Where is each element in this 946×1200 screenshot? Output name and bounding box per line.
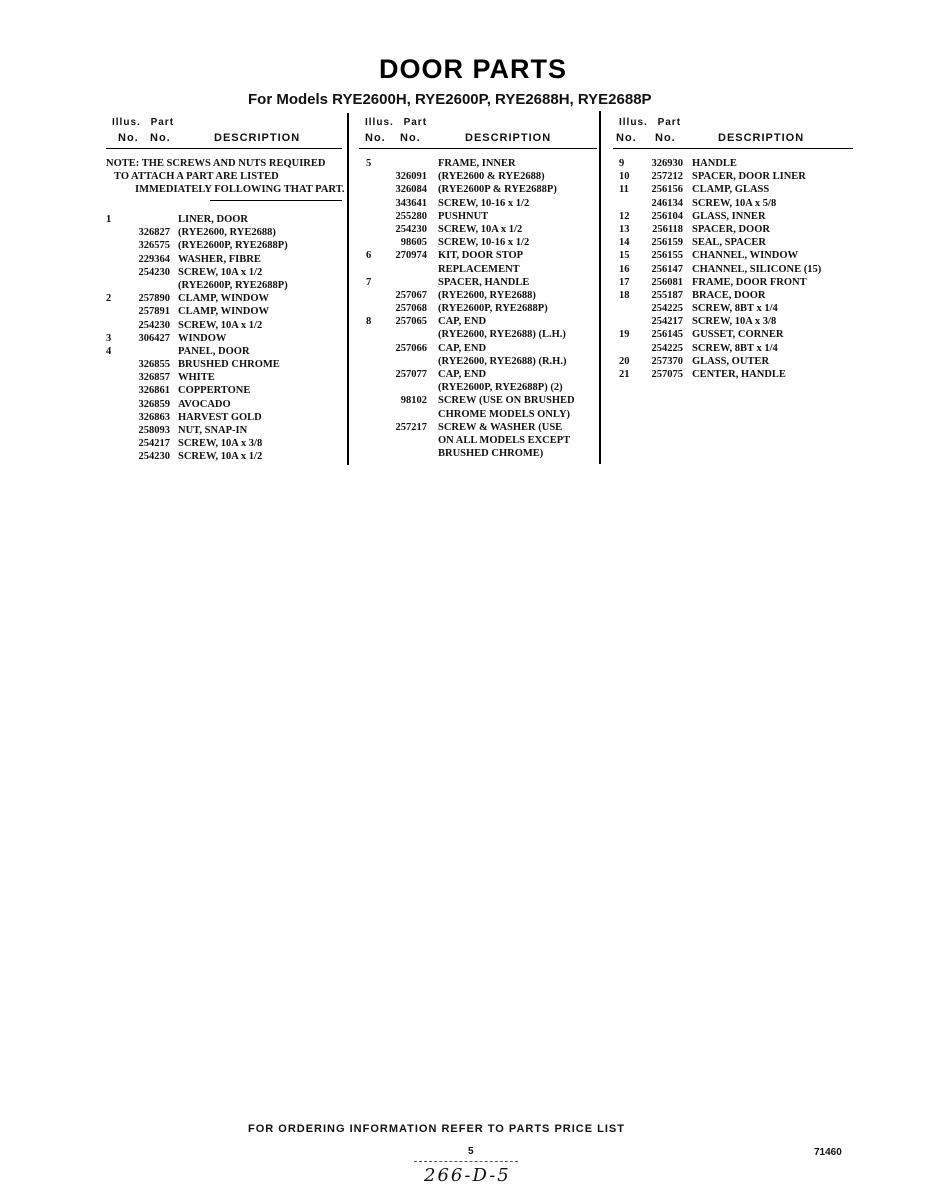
part-number: 326861: [138, 385, 170, 397]
part-number: 257065: [395, 316, 427, 328]
part-description: (RYE2600P, RYE2688P): [438, 303, 548, 315]
part-number: 256118: [652, 223, 683, 235]
illus-number: 4: [106, 345, 112, 357]
header-rule: [613, 148, 853, 149]
no-header-part: No.: [150, 132, 171, 144]
part-description: CHANNEL, SILICONE (15): [692, 263, 822, 275]
handwritten-code: 266-D-5: [424, 1165, 511, 1186]
part-description: SCREW, 8BT x 1/4: [692, 342, 778, 354]
models-subtitle: For Models RYE2600H, RYE2600P, RYE2688H, RYE2688P: [248, 91, 652, 108]
part-description: WINDOW: [178, 332, 227, 344]
part-number: 254230: [138, 451, 170, 463]
illus-number: 14: [619, 237, 630, 249]
part-description: SCREW, 10A x 3/8: [692, 316, 777, 328]
part-description: CENTER, HANDLE: [692, 369, 786, 380]
header-rule: [359, 148, 597, 149]
part-number: 326930: [651, 158, 683, 169]
parts-row: [613, 289, 853, 302]
part-description: SCREW & WASHER (USE: [438, 421, 563, 433]
part-description: SCREW (USE ON BRUSHED: [438, 395, 575, 407]
illus-number: 11: [619, 184, 629, 196]
part-description: (RYE2600P, RYE2688P): [178, 279, 288, 291]
part-number: 255187: [651, 289, 683, 301]
part-number: 254225: [651, 342, 683, 354]
illus-number: 10: [619, 171, 630, 183]
document-number: 71460: [814, 1147, 842, 1158]
column-header: [106, 130, 342, 146]
part-number: 326863: [138, 411, 170, 423]
illus-header: Illus.: [619, 117, 648, 128]
illus-number: 20: [619, 355, 630, 367]
illus-header: Illus.: [112, 117, 141, 128]
parts-row: [106, 226, 342, 239]
part-number: 258093: [138, 425, 170, 436]
parts-row: [359, 421, 597, 434]
part-description: GLASS, INNER: [692, 210, 766, 222]
parts-row: [613, 170, 853, 183]
part-number: 256104: [651, 210, 683, 222]
parts-row: [359, 170, 597, 183]
part-description: HARVEST GOLD: [178, 411, 262, 423]
note-rule: [210, 200, 342, 201]
part-number: 257217: [395, 421, 427, 433]
part-number: 306427: [138, 332, 170, 344]
part-description: GLASS, OUTER: [692, 355, 770, 367]
part-description: (RYE2600, RYE2688): [438, 289, 536, 301]
column-header: [613, 130, 853, 146]
parts-row: [106, 437, 342, 450]
parts-row: [106, 253, 342, 266]
part-description: WHITE: [178, 372, 215, 384]
part-description: FRAME, INNER: [438, 158, 516, 169]
parts-row: [359, 210, 597, 223]
parts-row: [359, 381, 597, 394]
parts-row: [359, 302, 597, 315]
parts-row: [106, 332, 342, 345]
part-number: 254230: [138, 266, 170, 278]
parts-row: [106, 319, 342, 332]
parts-row: [613, 328, 853, 341]
part-description: WASHER, FIBRE: [178, 253, 261, 265]
parts-row: [106, 292, 342, 305]
column-header-top: [613, 116, 853, 130]
part-number: 326855: [138, 359, 170, 371]
column-divider-2: [599, 111, 601, 464]
parts-row: [106, 279, 342, 292]
parts-row: [359, 368, 597, 381]
part-description: BRACE, DOOR: [692, 289, 766, 301]
part-description: HANDLE: [692, 158, 737, 169]
parts-row: [106, 398, 342, 411]
part-description: SCREW, 10A x 5/8: [692, 197, 777, 209]
part-number: 256159: [651, 237, 683, 249]
page-number: 5: [468, 1146, 474, 1157]
no-header-part: No.: [400, 132, 421, 144]
part-description: ON ALL MODELS EXCEPT: [438, 434, 571, 446]
illus-number: 1: [106, 214, 112, 225]
part-number: 326859: [138, 398, 170, 410]
screws-note: [106, 157, 345, 196]
parts-row: [613, 315, 853, 328]
part-description: CAP, END: [438, 342, 487, 354]
dashed-rule: [414, 1161, 518, 1162]
parts-row: [359, 223, 597, 236]
part-description: (RYE2600P, RYE2688P) (2): [438, 382, 563, 394]
part-number: 254217: [138, 438, 170, 450]
parts-list: [613, 157, 853, 381]
part-description: CAP, END: [438, 316, 487, 328]
part-description: (RYE2600, RYE2688): [178, 227, 276, 239]
illus-number: 12: [619, 210, 630, 222]
part-description: SCREW, 8BT x 1/4: [692, 303, 778, 315]
part-description: (RYE2600 & RYE2688): [438, 171, 545, 183]
parts-row: [613, 355, 853, 368]
part-description: (RYE2600P, RYE2688P): [178, 240, 288, 252]
description-header: DESCRIPTION: [465, 132, 552, 144]
part-number: 257066: [395, 342, 427, 354]
column-header-top: [359, 116, 597, 130]
parts-column-3: [613, 116, 853, 381]
part-number: 270974: [395, 250, 427, 262]
part-number: 256081: [651, 276, 683, 288]
part-number: 254230: [395, 223, 427, 235]
part-number: 326091: [395, 171, 427, 183]
parts-row: [106, 305, 342, 318]
parts-row: [359, 315, 597, 328]
part-number: 98605: [400, 237, 427, 249]
part-header: Part: [150, 117, 175, 128]
parts-row: [359, 408, 597, 421]
part-description: COPPERTONE: [178, 385, 251, 397]
illus-number: 17: [619, 276, 630, 288]
parts-row: [359, 328, 597, 341]
part-description: SPACER, DOOR LINER: [692, 171, 806, 183]
parts-row: [359, 355, 597, 368]
part-description: SCREW, 10A x 3/8: [178, 438, 263, 450]
parts-row: [359, 276, 597, 289]
parts-row: [106, 424, 342, 437]
illus-number: 15: [619, 250, 630, 262]
parts-list: [359, 157, 597, 460]
illus-number: 9: [619, 158, 625, 169]
part-number: 326827: [138, 227, 170, 239]
parts-row: [613, 223, 853, 236]
illus-number: 5: [366, 158, 372, 169]
part-description: PUSHNUT: [438, 210, 489, 222]
parts-row: [106, 450, 342, 463]
part-number: 343641: [395, 197, 427, 209]
parts-row: [613, 276, 853, 289]
parts-row: [359, 394, 597, 407]
part-number: 254225: [651, 303, 683, 315]
illus-number: 7: [366, 276, 372, 288]
parts-row: [613, 342, 853, 355]
part-number: 256155: [651, 250, 683, 262]
part-description: (RYE2600, RYE2688) (R.H.): [438, 355, 567, 367]
part-description: (RYE2600, RYE2688) (L.H.): [438, 329, 566, 341]
part-description: SCREW, 10-16 x 1/2: [438, 197, 530, 209]
parts-row: [359, 263, 597, 276]
part-description: GUSSET, CORNER: [692, 329, 784, 341]
part-number: 257067: [395, 289, 427, 301]
parts-row: [359, 249, 597, 262]
note-line: NOTE: THE SCREWS AND NUTS REQUIRED: [106, 158, 326, 169]
no-header-part: No.: [655, 132, 676, 144]
part-description: KIT, DOOR STOP: [438, 250, 524, 262]
part-number: 257077: [395, 369, 427, 380]
illus-header: Illus.: [365, 117, 394, 128]
parts-column-1: [106, 116, 345, 464]
parts-row: [359, 236, 597, 249]
parts-row: [613, 263, 853, 276]
part-description: (RYE2600P & RYE2688P): [438, 184, 557, 196]
illus-number: 16: [619, 263, 630, 275]
part-description: CLAMP, WINDOW: [178, 306, 270, 318]
parts-row: [613, 157, 853, 170]
illus-number: 6: [366, 250, 372, 262]
part-number: 257075: [651, 369, 683, 380]
part-description: NUT, SNAP-IN: [178, 425, 248, 436]
part-description: CAP, END: [438, 369, 487, 380]
parts-row: [359, 434, 597, 447]
part-number: 255280: [395, 210, 427, 222]
parts-row: [359, 342, 597, 355]
part-number: 254217: [651, 316, 683, 328]
page-title: DOOR PARTS: [378, 54, 567, 84]
parts-row: [106, 371, 342, 384]
part-number: 326857: [138, 372, 170, 384]
illus-number: 8: [366, 316, 372, 328]
part-number: 257891: [138, 306, 170, 318]
header-rule: [106, 148, 342, 149]
parts-row: [613, 183, 853, 196]
parts-row: [613, 210, 853, 223]
part-description: FRAME, DOOR FRONT: [692, 276, 807, 288]
column-divider-1: [347, 113, 349, 465]
part-number: 257068: [395, 303, 427, 315]
parts-row: [613, 236, 853, 249]
illus-number: 21: [619, 369, 630, 380]
column-header-top: [106, 116, 342, 130]
illus-number: 13: [619, 223, 630, 235]
note-line: TO ATTACH A PART ARE LISTED: [114, 171, 279, 182]
part-description: SCREW, 10A x 1/2: [178, 451, 263, 463]
illus-number: 3: [106, 332, 112, 344]
part-description: PANEL, DOOR: [178, 345, 250, 357]
part-description: SPACER, DOOR: [692, 223, 770, 235]
part-description: SPACER, HANDLE: [438, 276, 530, 288]
description-header: DESCRIPTION: [718, 132, 805, 144]
parts-row: [106, 358, 342, 371]
part-number: 257890: [138, 293, 170, 305]
no-header-illus: No.: [616, 132, 637, 144]
part-number: 254230: [138, 319, 170, 331]
part-description: SCREW, 10A x 1/2: [178, 266, 263, 278]
parts-row: [359, 289, 597, 302]
parts-row: [106, 266, 342, 279]
part-description: SCREW, 10A x 1/2: [178, 319, 263, 331]
no-header-illus: No.: [365, 132, 386, 144]
note-line: IMMEDIATELY FOLLOWING THAT PART.: [135, 184, 345, 195]
part-number: 98102: [400, 395, 427, 407]
parts-row: [613, 249, 853, 262]
parts-row: [106, 384, 342, 397]
part-description: LINER, DOOR: [178, 214, 249, 225]
part-number: 256147: [651, 263, 683, 275]
part-number: 257212: [651, 171, 683, 183]
part-description: CLAMP, GLASS: [692, 184, 770, 196]
part-number: 229364: [138, 253, 170, 265]
parts-row: [613, 368, 853, 381]
illus-number: 19: [619, 329, 630, 341]
parts-row: [359, 447, 597, 460]
part-number: 326084: [395, 184, 427, 196]
part-number: 256145: [651, 329, 683, 341]
part-description: REPLACEMENT: [438, 263, 520, 275]
parts-row: [359, 157, 597, 170]
part-description: CLAMP, WINDOW: [178, 293, 270, 305]
part-description: SCREW, 10A x 1/2: [438, 223, 523, 235]
parts-row: [106, 345, 342, 358]
part-number: 257370: [651, 355, 683, 367]
part-description: SEAL, SPACER: [692, 237, 766, 249]
part-header: Part: [403, 117, 428, 128]
parts-row: [359, 183, 597, 196]
part-description: AVOCADO: [178, 398, 231, 410]
part-description: CHROME MODELS ONLY): [438, 408, 571, 420]
part-number: 246134: [651, 197, 683, 209]
part-number: 256156: [651, 184, 683, 196]
parts-list: [106, 213, 342, 464]
no-header-illus: No.: [118, 132, 139, 144]
part-description: BRUSHED CHROME: [178, 359, 280, 371]
description-header: DESCRIPTION: [214, 132, 301, 144]
parts-row: [613, 197, 853, 210]
parts-row: [106, 239, 342, 252]
ordering-info-footer: FOR ORDERING INFORMATION REFER TO PARTS PRICE LIST: [248, 1123, 625, 1135]
illus-number: 2: [106, 293, 112, 305]
part-description: CHANNEL, WINDOW: [692, 250, 798, 262]
parts-row: [106, 411, 342, 424]
part-header: Part: [657, 117, 682, 128]
part-description: BRUSHED CHROME): [438, 448, 544, 460]
illus-number: 18: [619, 289, 630, 301]
part-number: 326575: [138, 240, 170, 252]
parts-row: [613, 302, 853, 315]
parts-row: [359, 197, 597, 210]
column-header: [359, 130, 597, 146]
part-description: SCREW, 10-16 x 1/2: [438, 237, 530, 249]
parts-column-2: [359, 116, 597, 460]
parts-row: [106, 213, 342, 226]
